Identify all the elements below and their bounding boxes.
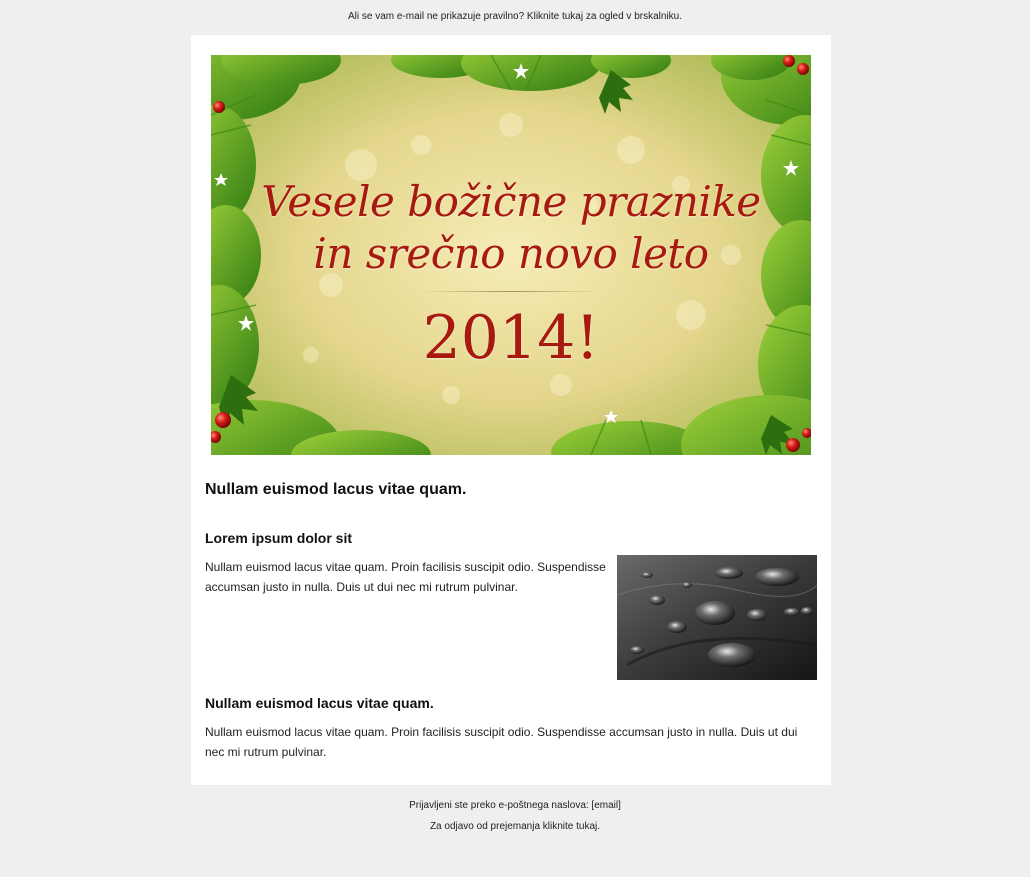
water-drops-image bbox=[617, 555, 817, 680]
section2-heading: Nullam euismod lacus vitae quam. bbox=[205, 695, 434, 711]
banner-greeting-line2: in srečno novo leto bbox=[313, 229, 709, 278]
section1-heading: Lorem ipsum dolor sit bbox=[205, 530, 353, 546]
main-heading: Nullam euismod lacus vitae quam. bbox=[205, 481, 467, 498]
christmas-banner bbox=[211, 55, 811, 455]
unsubscribe-info bbox=[0, 821, 1030, 832]
email-card bbox=[191, 35, 831, 785]
banner-greeting-line1: Vesele božične praznike bbox=[261, 177, 761, 226]
unsubscribe-link[interactable]: Za odjavo od prejemanja kliknite tukaj. bbox=[429, 821, 601, 832]
preheader bbox=[0, 11, 1030, 22]
view-in-browser-link[interactable]: Ali se vam e-mail ne prikazuje pravilno? Kliknite tukaj za ogled v brskalniku. bbox=[347, 11, 683, 22]
banner-divider bbox=[421, 291, 601, 292]
section1-body: Nullam euismod lacus vitae quam. Proin facilisis suscipit odio. Suspendisse accumsan justo in nulla. Duis ut dui nec mi rutrum pulvinar. bbox=[205, 560, 606, 594]
banner-year: 2014! bbox=[422, 303, 600, 373]
section2-body: Nullam euismod lacus vitae quam. Proin facilisis suscipit odio. Suspendisse accumsan justo in nulla. Duis ut dui nec mi rutrum pulvinar. bbox=[205, 725, 798, 759]
subscription-info: Prijavljeni ste preko e-poštnega naslova: [email] bbox=[409, 800, 621, 811]
water-drops-photo bbox=[617, 555, 817, 680]
